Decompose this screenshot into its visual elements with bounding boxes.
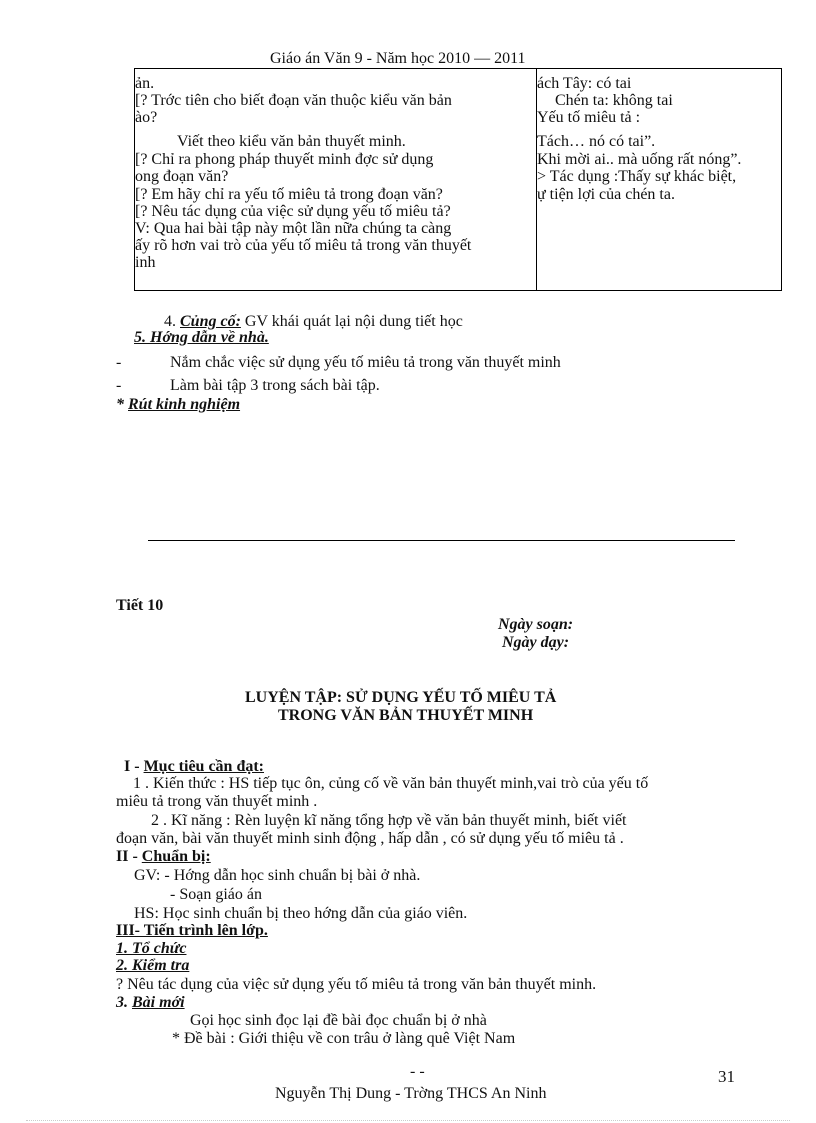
table-line: ách Tây: có tai [537,75,632,92]
skill-line: đoạn văn, bài văn thuyết minh sinh động , hấp dẫn , có sử dụng yếu tố miêu tả . [116,830,624,847]
objectives-heading [124,758,264,776]
step-check: 2. Kiểm tra [116,957,190,974]
table-line: Chén ta: không tai [555,92,673,109]
period-label: Tiết 10 [116,597,164,614]
footer-dotted-line [26,1120,790,1121]
consolidate-number: 4. [164,313,176,330]
experience-label: Rút kinh nghiệm [128,396,241,413]
consolidate-label: Củng cố: [180,313,241,330]
footer-marks: - - [410,1063,425,1080]
objectives-prefix: I - [124,758,144,775]
table-line: ào? [135,109,158,126]
lesson-title-line1: LUYỆN TẬP: SỬ DỤNG YẾU TỐ MIÊU TẢ [245,689,557,706]
table-line: inh [135,254,156,271]
topic-line: * Đề bài : Giới thiệu về con trâu ở làng quê Việt Nam [172,1030,516,1047]
date-taught: Ngày dạy: [502,634,570,651]
step-organize: 1. Tổ chức [116,940,187,957]
step-new-lesson [116,994,185,1012]
date-prepared: Ngày soạn: [498,616,574,633]
table-line: [? Nêu tác dụng của việc sử dụng yếu tố miêu tả? [135,203,451,220]
lesson-title-line2: TRONG VĂN BẢN THUYẾT MINH [278,707,534,724]
table-line: [? Trớc tiên cho biết đoạn văn thuộc kiểu văn bản [135,92,452,109]
skill-line: 2 . Kĩ năng : Rèn luyện kĩ năng tổng hợp về văn bản thuyết minh, biết viết [151,812,627,829]
check-question: ? Nêu tác dụng của việc sử dụng yếu tố miêu tả trong văn bản thuyết minh. [116,976,597,993]
preparation-title: Chuẩn bị: [141,848,211,865]
knowledge-line: miêu tả trong văn thuyết minh . [116,793,318,810]
hs-line: HS: Học sinh chuẩn bị theo hớng dẫn của giáo viên. [134,905,468,922]
experience-line [116,396,240,414]
table-line: ấy rõ hơn vai trò của yếu tố miêu tả trong văn thuyết [135,237,472,254]
preparation-prefix: II - [116,848,142,865]
bullet-marker: - [116,377,122,394]
table-column-left [135,69,536,290]
table-line: ong đoạn văn? [135,168,229,185]
objectives-title: Mục tiêu cần đạt: [143,758,264,775]
table-line: Khi mời ai.. mà uống rất nóng”. [537,151,742,168]
section-divider [148,540,735,541]
table-line: ự tiện lợi của chén ta. [537,186,675,203]
table-line: ản. [135,75,155,92]
homework-heading: 5. Hớng dẫn về nhà. [134,329,269,346]
page-header: Giáo án Văn 9 - Năm học 2010 — 2011 [270,50,526,67]
step-new-label: Bài mới [132,994,185,1011]
gv-line: GV: - Hớng dẫn học sinh chuẩn bị bài ở nhà. [134,867,421,884]
consolidate-text: GV khái quát lại nội dung tiết học [240,313,463,330]
table-line: > Tác dụng :Thấy sự khác biệt, [537,168,737,185]
gv-line: - Soạn giáo án [170,886,262,903]
table-line: [? Em hãy chỉ ra yếu tố miêu tả trong đoạn văn? [135,186,443,203]
table-line: Tách… nó có tai”. [537,133,656,150]
table-line: V: Qua hai bài tập này một lần nữa chúng ta càng [135,220,452,237]
process-heading: III- Tiến trình lên lớp. [116,922,268,939]
page-number: 31 [718,1067,735,1086]
experience-star: * [116,396,128,413]
table-line: Viết theo kiểu văn bản thuyết minh. [177,133,406,150]
homework-item: Nắm chắc việc sử dụng yếu tố miêu tả trong văn thuyết minh [170,354,561,371]
bullet-marker: - [116,354,122,371]
footer-author: Nguyễn Thị Dung - Trờng THCS An Ninh [275,1085,547,1102]
preparation-heading [116,848,211,866]
knowledge-line: 1 . Kiến thức : HS tiếp tục ôn, củng cố về văn bản thuyết minh,vai trò của yếu tố [133,775,649,792]
call-line: Gọi học sinh đọc lại đề bài đọc chuẩn bị ở nhà [190,1012,487,1029]
table-line: Yếu tố miêu tả : [537,109,641,126]
lesson-table [134,68,782,291]
step-new-number: 3. [116,994,132,1011]
table-line: [? Chỉ ra phong pháp thuyết minh đợc sử dụng [135,151,434,168]
homework-item: Làm bài tập 3 trong sách bài tập. [170,377,380,394]
table-column-right [537,69,782,290]
